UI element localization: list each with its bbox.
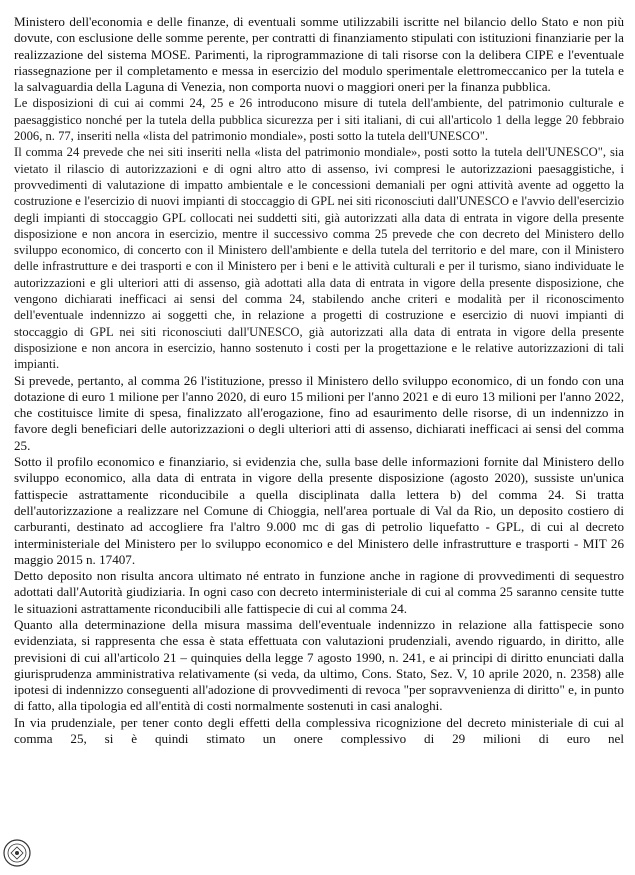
paragraph-deposit-status: Detto deposito non risulta ancora ultimato né entrato in funzione anche in ragione di provvedimenti di sequestro adottati dall'Autorità giudiziaria. In ogni caso con decreto interministeriale di cui al comma 25 saranno censite tutte le situazioni astrattamente riconducibili alle fattispecie di cui al comma 24. (14, 568, 624, 616)
paragraph-indemnity-determination: Quanto alla determinazione della misura massima dell'eventuale indennizzo in relazione alla fattispecie sono evidenziata, si rappresenta che essa è stata effettuata con valutazioni prudenziali, avendo riguardo, in diritto, alle previsioni di cui all'articolo 21 – quinquies della legge 7 agosto 1990, n. 241, e ai principi di diritto enunciati dalla giurisprudenza amministrativa relativamente (si veda, da ultimo, Cons. Stato, Sez. V, 10 aprile 2020, n. 2358) alle ipotesi di indennizzo conseguenti all'adozione di provvedimenti di revoca "per sopravvenienza di diritto" e, in punto di fatto, alla tipologia ed all'entità di costi normalmente sostenuti in casi analoghi. (14, 616, 624, 714)
paragraph-prudential-estimate: In via prudenziale, per tener conto degli effetti della complessiva ricognizione del decreto ministeriale di cui al comma 25, si è quindi stimato un onere complessivo di 29 milioni di euro nel (14, 714, 624, 747)
seal-stamp-icon (2, 838, 32, 868)
paragraph-economic-profile: Sotto il profilo economico e finanziario, si evidenzia che, sulla base delle informazioni fornite dal Ministero dello sviluppo economico, alla data di entrata in vigore della presente disposizione (agosto 2020), sussiste un'unica fattispecie astrattamente riconducibile a quella disciplinata dalla lettera b) del comma 24. Si tratta dell'autorizzazione a realizzare nel Comune di Chioggia, nell'area portuale di Val da Rio, un deposito costiero di carburanti, destinato ad accogliere fra l'altro 9.000 mc di gas di petrolio liquefatto - GPL, di cui al decreto interministeriale del Ministero per lo sviluppo economico e del Ministero delle infrastrutture e trasporti - MIT 26 maggio 2015 n. 17407. (14, 454, 624, 567)
paragraph-mose-funding: Ministero dell'economia e delle finanze, di eventuali somme utilizzabili iscritte nel bilancio dello Stato e non più dovute, con esclusione delle somme perente, per contratti di finanziamento stipulati con istituzioni finanziarie per la realizzazione del sistema MOSE. Parimenti, la riprogrammazione di tali risorse con la delibera CIPE e l'eventuale riassegnazione per il completamento e messa in esercizio del modulo sperimentale elettromeccanico per la tutela e la salvaguardia della Laguna di Venezia, non comporta nuovi o maggiori oneri per la finanza pubblica. (14, 14, 624, 95)
paragraph-comma-26-fund: Si prevede, pertanto, al comma 26 l'istituzione, presso il Ministero dello sviluppo economico, di un fondo con una dotazione di euro 1 milione per l'anno 2020, di euro 15 milioni per l'anno 2021 e di euro 13 milioni per l'anno 2022, che costituisce limite di spesa, finalizzato all'erogazione, fino ad esaurimento delle risorse, di un indennizzo in favore degli beneficiari delle autorizzazioni o degli ulteriori atti di assenso, dichiarati inefficaci ai sensi del comma 25. (14, 372, 624, 453)
document-body (14, 14, 624, 747)
paragraph-unesco-measures: Le disposizioni di cui ai commi 24, 25 e 26 introducono misure di tutela dell'ambiente, del patrimonio culturale e paesaggistico nonché per la tutela della pubblica sicurezza per i siti italiani, di cui all'articolo 1 della legge 20 febbraio 2006, n. 77, inseriti nella «lista del patrimonio mondiale», posti sotto la tutela dell'UNESCO". (14, 96, 624, 144)
paragraph-comma-24: Il comma 24 prevede che nei siti inseriti nella «lista del patrimonio mondiale», posti sotto la tutela dell'UNESCO", sia vietato il rilascio di autorizzazioni e di ogni altro atto di assenso, ivi compresi le autorizzazioni paesaggistiche, i provvedimenti di valutazione di impatto ambientale e le concessioni demaniali per ogni attività avente ad oggetto la costruzione e l'esercizio di nuovi impianti di stoccaggio di GPL nei siti riconosciuti dall'UNESCO e l'avvio dell'esercizio degli impianti di stoccaggio GPL collocati nei suddetti siti, già autorizzati alla data di entrata in vigore della presente disposizione e non ancora in esercizio, mentre il successivo comma 25 prevede che con decreto del Ministero dello sviluppo economico, di concerto con il Ministero dell'ambiente e della tutela del territorio e del mare, con il Ministero delle infrastrutture e dei trasporti e con il Ministero per i beni e le attività culturali e per il turismo, siano individuate le autorizzazioni e gli ulteriori atti di assenso, già adottati alla data di entrata in vigore della presente disposizione, che vengono dichiarati inefficaci ai sensi del comma 24, stabilendo anche criteri e modalità per il riconoscimento dell'eventuale indennizzo ai soggetti che, in relazione a progetti di costruzione e esercizio di nuovi impianti di stoccaggio di GPL nei siti riconosciuti dall'UNESCO, già autorizzati alla data di entrata in vigore della presente disposizione e non ancora in esercizio, hanno sostenuto i costi per la progettazione e le relative autorizzazioni di tali impianti. (14, 145, 624, 372)
